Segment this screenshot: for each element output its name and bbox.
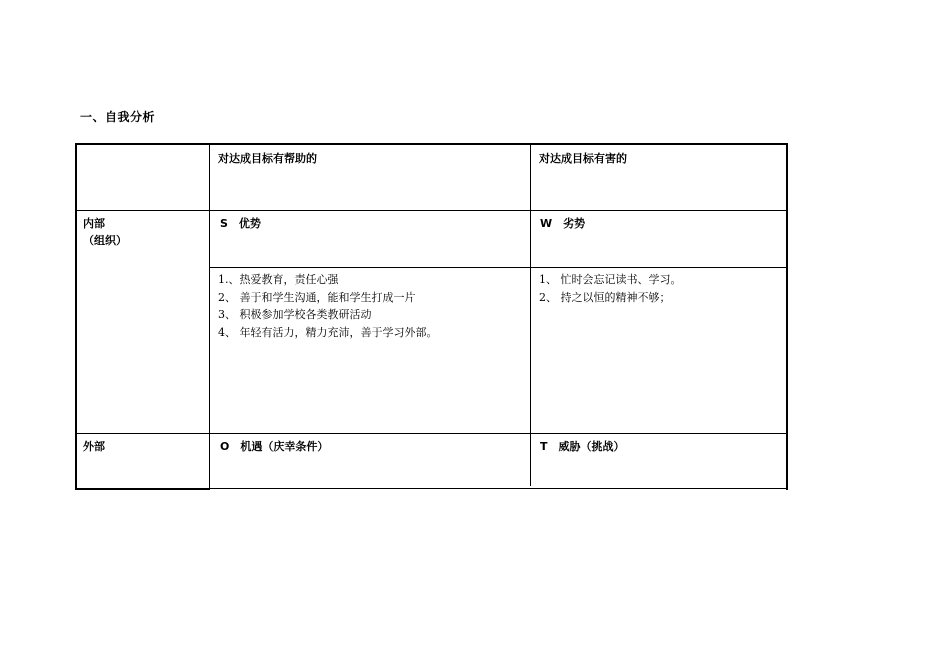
list-item: 2、 持之以恒的精神不够；	[539, 290, 671, 304]
table-border-left	[75, 143, 77, 490]
table-row-divider-1	[75, 210, 788, 211]
list-item: 1.、热爱教育，责任心强	[218, 273, 339, 286]
table-col-divider-2	[530, 143, 531, 486]
swot-table	[75, 143, 788, 490]
weaknesses-list	[539, 271, 682, 306]
list-item: 1、 忙时会忘记读书、学习。	[539, 273, 682, 286]
table-row-divider-2	[209, 267, 788, 268]
threats-title: T 威胁（挑战）	[540, 440, 625, 453]
table-col-divider-1	[209, 143, 210, 490]
table-border-right	[786, 143, 788, 490]
table-border-top	[75, 143, 788, 145]
external-label: 外部	[83, 440, 105, 453]
table-border-bottom	[75, 488, 210, 490]
list-item: 3、 积极参加学校各类教研活动	[218, 308, 372, 321]
table-row-divider-3	[75, 433, 788, 434]
table-border-bottom-right	[209, 488, 788, 489]
strengths-title: S 优势	[220, 217, 261, 230]
opportunities-title: O 机遇（庆幸条件）	[220, 440, 329, 453]
weaknesses-title: W 劣势	[540, 217, 586, 230]
list-item: 4、 年轻有活力，精力充沛，善于学习外部。	[218, 325, 438, 339]
internal-label-line2: （组织）	[83, 234, 127, 247]
list-item: 2、 善于和学生沟通，能和学生打成一片	[218, 290, 416, 304]
internal-label-line1: 内部	[83, 217, 105, 230]
header-helpful: 对达成目标有帮助的	[218, 152, 317, 165]
internal-label	[83, 215, 127, 249]
section-title: 一、自我分析	[80, 110, 156, 124]
strengths-list	[218, 271, 438, 341]
header-harmful: 对达成目标有害的	[539, 152, 627, 165]
